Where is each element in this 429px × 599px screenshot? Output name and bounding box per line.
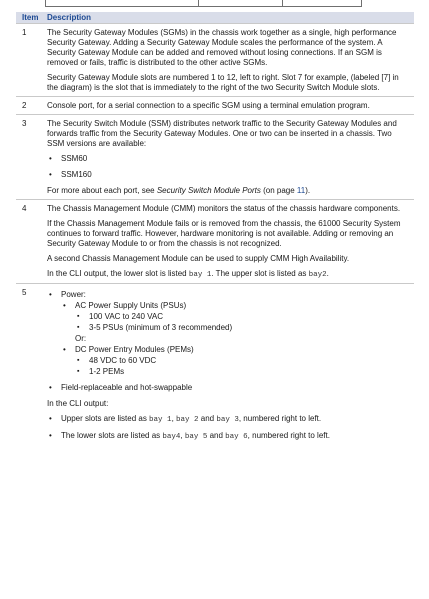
ac-details-list: [75, 312, 408, 333]
list-item: • Power: • AC Power Supply Units (PSUs) ▪ 100 VAC to 240 VAC ▪ 3-5 PSUs (minimum of 3 recommended) Or: • DC Power Entry Modules (PEMs) ▪ 48 VDC to 60 VDC ▪ 1-2 PEMs: [47, 290, 408, 377]
description-paragraph: Security Gateway Module slots are numbered 1 to 12, left to right. Slot 7 for example, (labeled [7] in the diagram) is the slot that is immediately to the right of the two Security Switch Module slots.: [47, 73, 399, 92]
list-item: • Upper slots are listed as bay 1, bay 2 and bay 3, numbered right to left.: [47, 414, 408, 425]
description-paragraph: The Security Switch Module (SSM) distributes network traffic to the Security Gateway Modules and forwards traffic from the Security Gateway Modules. One or two can be inserted in a chassis. Two SSM versions are available:: [47, 119, 397, 148]
cli-code: bay 2: [176, 416, 199, 424]
row-number: 3: [16, 115, 41, 200]
description-paragraph: If the Chassis Management Module fails or is removed from the chassis, the 61000 Security System continues to forward traffic. However, hardware monitoring is not available. Adding or removing an Security Gateway Module to or from the chassis is not recognized.: [47, 219, 401, 248]
cross-reference-title[interactable]: Security Switch Module Ports: [156, 186, 261, 195]
header-item: Item: [16, 12, 41, 24]
cli-slot-list: [47, 414, 408, 442]
top-fragment-divider: [198, 0, 199, 6]
list-item: • Field-replaceable and hot-swappable: [47, 383, 408, 393]
description-paragraph: A second Chassis Management Module can be used to supply CMM High Availability.: [47, 254, 350, 263]
description-paragraph: The Security Gateway Modules (SGMs) in the chassis work together as a single, high performance Security Gateway. Adding a Security Gateway Module scales the performance of the system. A Security Gateway Module can be added and removed without losing connections. If an SGM is removed or fails, traffic is distributed to the other active SGMs.: [47, 28, 397, 67]
header-description: Description: [41, 12, 414, 24]
top-table-fragment: [45, 0, 362, 7]
cli-code: bay2: [308, 271, 327, 279]
description-paragraph: For more about each port, see Security Switch Module Ports (on page 11).: [47, 186, 311, 195]
list-item: ▪ 100 VAC to 240 VAC: [75, 312, 408, 322]
row-number: 5: [16, 284, 41, 452]
description-paragraph: Console port, for a serial connection to a specific SGM using a terminal emulation program.: [47, 101, 370, 110]
table-row: [16, 24, 414, 97]
row-number: 1: [16, 24, 41, 97]
table-row: [16, 200, 414, 284]
row-description: [41, 200, 414, 284]
or-label: Or:: [75, 334, 87, 343]
description-table: [16, 12, 414, 451]
power-options-list: [61, 301, 408, 333]
cli-code: bay 3: [216, 416, 239, 424]
power-options-list: [61, 345, 408, 377]
cli-code: bay 6: [225, 433, 248, 441]
ssm-version-list: [47, 154, 408, 180]
list-item: • SSM60: [47, 154, 408, 164]
row-description: [41, 115, 414, 200]
cli-code: bay 5: [184, 433, 208, 441]
list-item: • DC Power Entry Modules (PEMs) ▪ 48 VDC to 60 VDC ▪ 1-2 PEMs: [61, 345, 408, 377]
top-fragment-divider: [282, 0, 283, 6]
list-item: • AC Power Supply Units (PSUs) ▪ 100 VAC to 240 VAC ▪ 3-5 PSUs (minimum of 3 recommended): [61, 301, 408, 333]
table-header-row: [16, 12, 414, 24]
table-row: [16, 284, 414, 452]
list-item: • SSM160: [47, 170, 408, 180]
cli-code: bay4: [162, 433, 181, 441]
table-row: [16, 97, 414, 115]
list-item: ▪ 3-5 PSUs (minimum of 3 recommended): [75, 323, 408, 333]
cli-code: bay 1: [188, 271, 212, 279]
list-item: ▪ 48 VDC to 60 VDC: [75, 356, 408, 366]
list-item: • The lower slots are listed as bay4, bay 5 and bay 6, numbered right to left.: [47, 431, 408, 442]
row-description: [41, 24, 414, 97]
row-description: [41, 284, 414, 452]
row-number: 4: [16, 200, 41, 284]
list-item: ▪ 1-2 PEMs: [75, 367, 408, 377]
row-number: 2: [16, 97, 41, 115]
page-link[interactable]: 11: [296, 186, 306, 195]
description-paragraph: In the CLI output:: [47, 399, 109, 408]
description-paragraph: The Chassis Management Module (CMM) monitors the status of the chassis hardware components.: [47, 204, 401, 213]
cli-code: bay 1: [149, 416, 172, 424]
power-list: [47, 290, 408, 393]
row-description: [41, 97, 414, 115]
description-paragraph: In the CLI output, the lower slot is listed bay 1. The upper slot is listed as bay2.: [47, 269, 329, 279]
table-row: [16, 115, 414, 200]
dc-details-list: [75, 356, 408, 377]
